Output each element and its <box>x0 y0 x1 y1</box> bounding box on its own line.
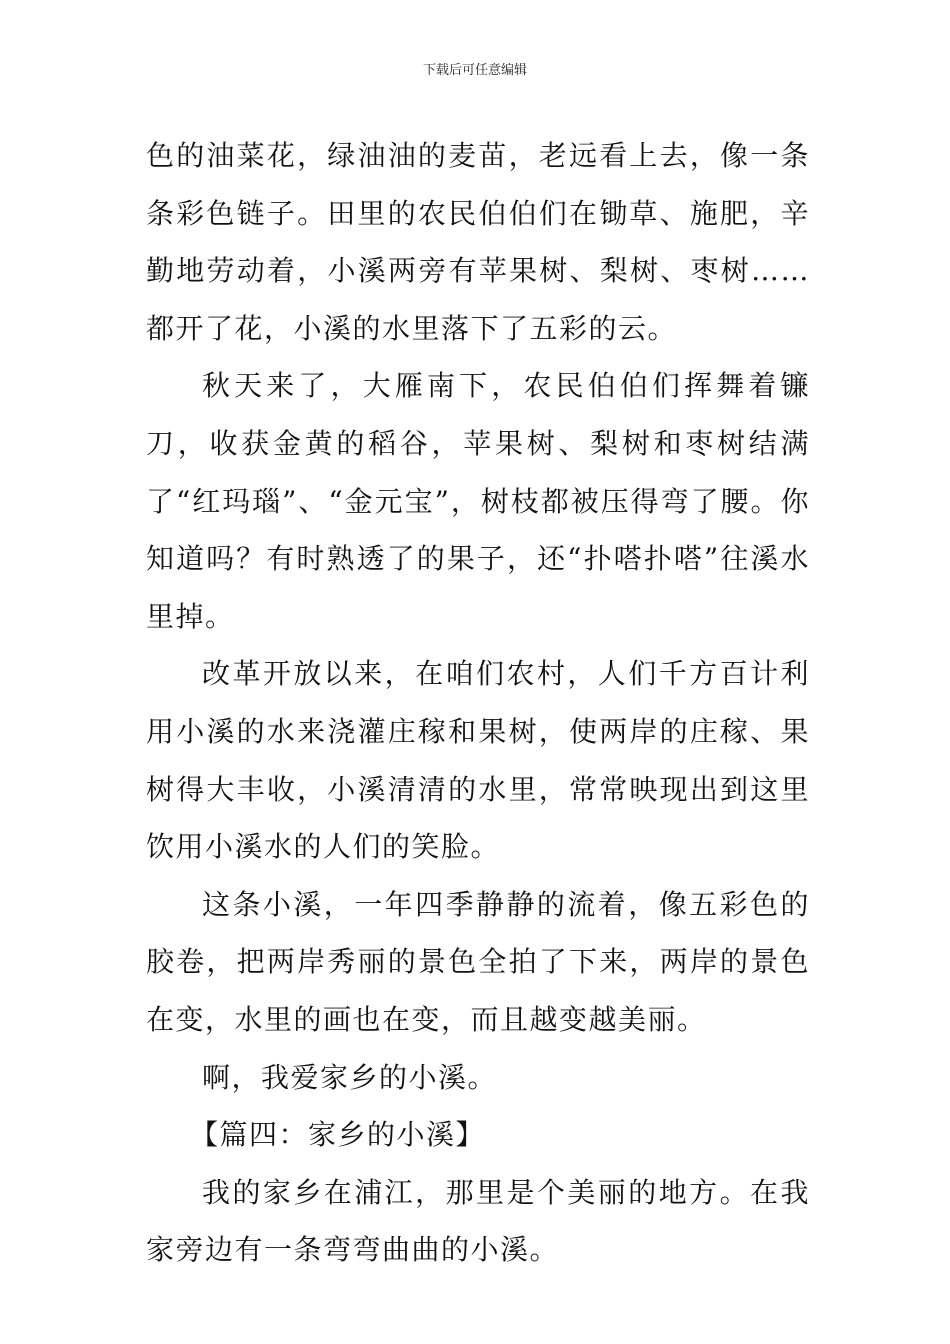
section-heading: 【篇四：家乡的小溪】 <box>190 1118 486 1152</box>
paragraph-continuation: 色的油菜花，绿油油的麦苗，老远看上去，像一条条彩色链子。田里的农民伯伯们在锄草、施肥，辛勤地劳动着，小溪两旁有苹果树、梨树、枣树……都开了花，小溪的水里落下了五彩的云。 <box>146 139 810 345</box>
document-body <box>146 127 810 1279</box>
paragraph-seasons: 这条小溪，一年四季静静的流着，像五彩色的胶卷，把两岸秀丽的景色全拍了下来，两岸的景色在变，水里的画也在变，而且越变越美丽。 <box>146 887 810 1036</box>
page-header: 下载后可任意编辑 <box>422 63 527 78</box>
paragraph-reform: 改革开放以来，在咱们农村，人们千方百计利用小溪的水来浇灌庄稼和果树，使两岸的庄稼、果树得大丰收，小溪清清的水里，常常映现出到这里饮用小溪水的人们的笑脸。 <box>146 657 810 864</box>
paragraph-intro: 我的家乡在浦江，那里是个美丽的地方。在我家旁边有一条弯弯曲曲的小溪。 <box>146 1175 810 1267</box>
paragraph-autumn: 秋天来了，大雁南下，农民伯伯们挥舞着镰刀，收获金黄的稻谷，苹果树、梨树和枣树结满了“红玛瑙”、“金元宝”，树枝都被压得弯了腰。你知道吗？有时熟透了的果子，还“扑嗒扑嗒”往溪水里掉。 <box>146 369 810 633</box>
paragraph-closing: 啊，我爱家乡的小溪。 <box>202 1060 498 1094</box>
